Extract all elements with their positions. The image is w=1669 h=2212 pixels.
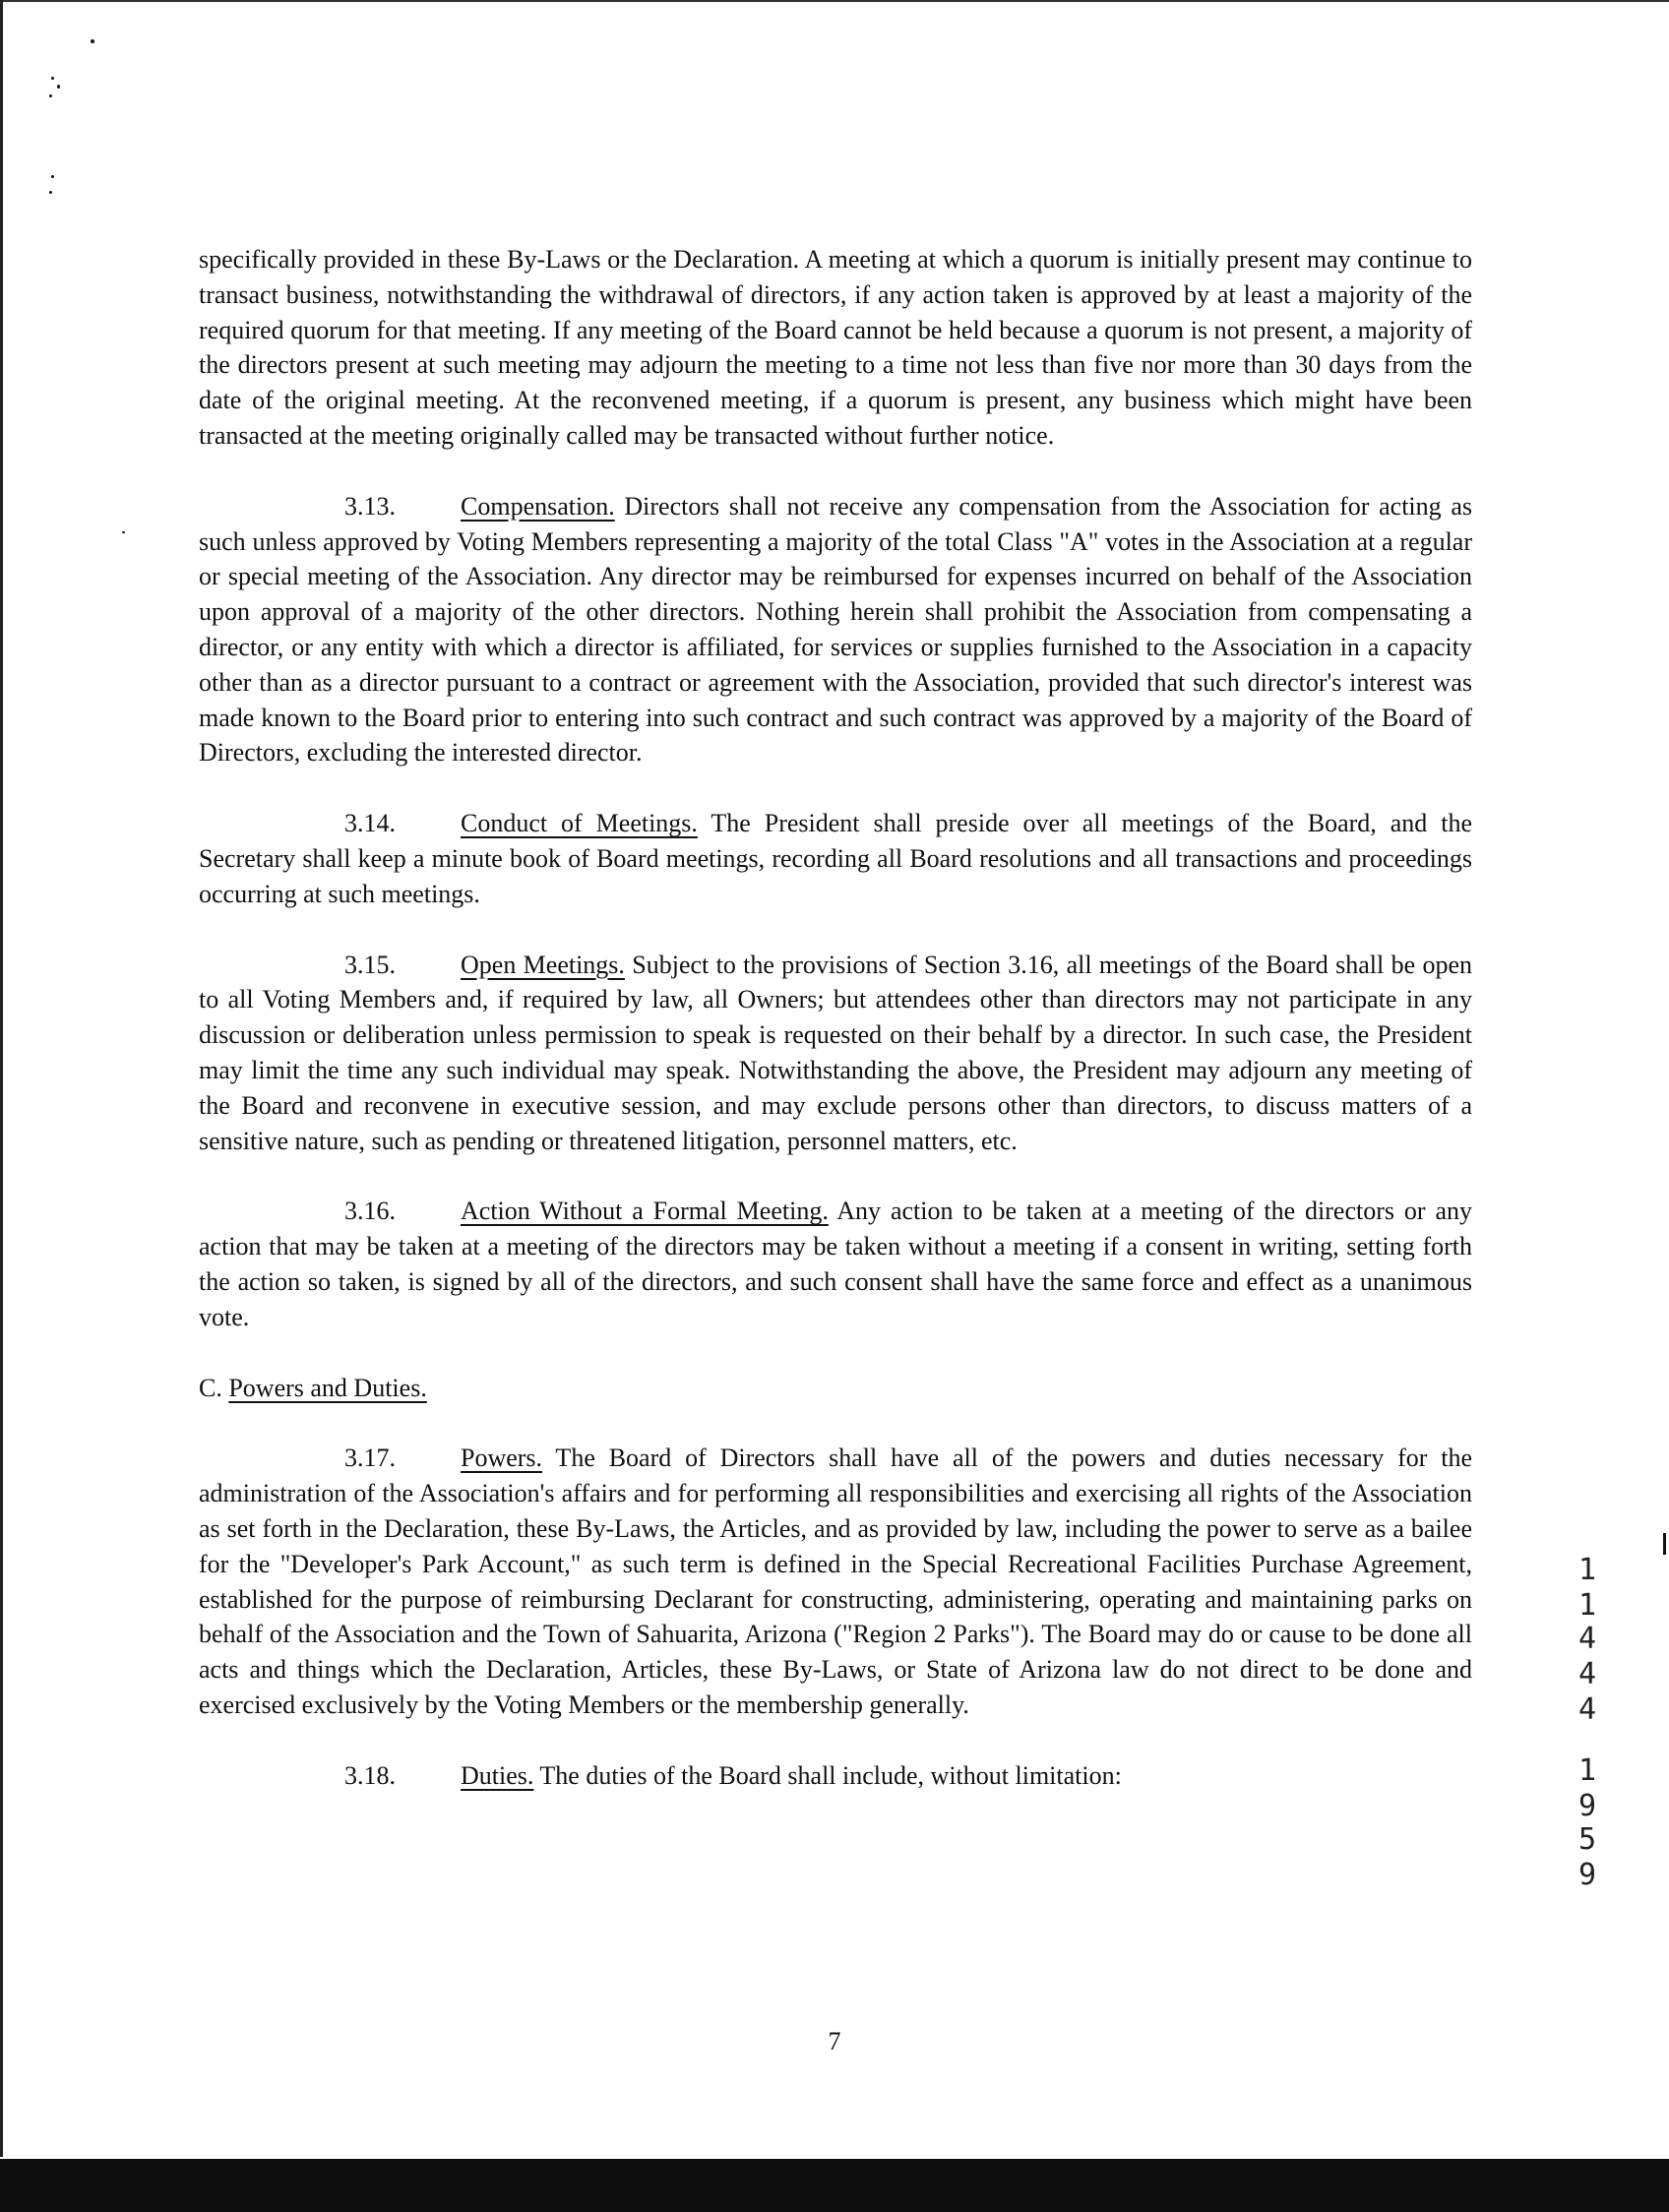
section-title: Action Without a Formal Meeting. [461,1197,829,1226]
scan-speck [91,39,94,43]
scan-speck [51,77,54,80]
margin-stamp-digit: 1 [1577,1553,1597,1587]
section-number: 3.17. [344,1444,396,1473]
page-top-edge [0,0,1669,2]
margin-stamp-digit: 1 [1577,1753,1597,1788]
margin-stamp-digit: 9 [1577,1858,1597,1892]
margin-stamp-digit: 9 [1577,1789,1597,1823]
section-text: Directors shall not receive any compensation from the Association for acting as such unless approved by Voting Members representing a majority of the total Class "A" votes in the Association at a regular or special meeting of the Association. Any director may be reimbursed for expenses incurred on behalf of the Association upon approval of a majority of the other directors. Nothing herein shall prohibit the Association from compensating a director, or any entity with which a director is affiliated, for services or supplies furnished to the Association in a capacity other than as a director pursuant to a contract or agreement with the Association, provided that such director's interest was made known to the Board prior to entering into such contract and such contract was approved by a majority of the Board of Directors, excluding the interested director. [199,491,1472,768]
section-3-16 [199,1194,1472,1334]
section-title: Duties. [461,1760,534,1790]
heading-title: Powers and Duties. [228,1373,427,1402]
scan-speck [51,175,54,178]
margin-stamp-digit: 4 [1577,1622,1597,1656]
scan-speck [1663,1533,1666,1555]
section-text: The President shall preside over all meetings of the Board, and the Secretary shall keep a minute book of Board meetings, recording all Board resolutions and all transactions and proceedings occurring at such meetings. [199,809,1472,908]
scan-speck [49,191,52,194]
section-number: 3.18. [344,1760,396,1790]
section-text: The duties of the Board shall include, without limitation: [533,1760,1122,1790]
section-text: Subject to the provisions of Section 3.16, all meetings of the Board shall be open to all Voting Members and, if required by law, all Owners; but attendees other than directors may not participate in any discussion or deliberation unless permission to speak is requested on their behalf by a director. In such case, the President may limit the time any such individual may speak. Notwithstanding the above, the President may adjourn any meeting of the Board and reconvene in executive session, and may exclude persons other than directors, to discuss matters of a sensitive nature, such as pending or threatened litigation, personnel matters, etc. [199,950,1472,1155]
section-3-15 [199,948,1472,1159]
scan-speck [49,94,52,97]
paragraph-continued: specifically provided in these By-Laws or the Declaration. A meeting at which a quorum is initially present may continue to transact business, notwithstanding the withdrawal of directors, if any action taken is approved by at least a majority of the required quorum for that meeting. If any meeting of the Board cannot be held because a quorum is not present, a majority of the directors present at such meeting may adjourn the meeting to a time not less than five nor more than 30 days from the date of the original meeting. At the reconvened meeting, if a quorum is present, any business which might have been transacted at the meeting originally called may be transacted without further notice. [199,245,1472,450]
scan-speck [122,531,125,533]
margin-stamp-digit: 4 [1577,1657,1597,1691]
scan-bottom-bar [0,2159,1669,2212]
section-number: 3.13. [344,491,396,521]
margin-stamp-digit: 5 [1577,1822,1597,1857]
section-number: 3.16. [344,1197,396,1226]
section-title: Compensation. [461,491,615,521]
section-title: Open Meetings. [461,950,625,979]
section-3-18 [199,1758,1472,1794]
page-left-edge [0,0,3,2157]
margin-stamp-digit: 4 [1577,1692,1597,1727]
section-text: The Board of Directors shall have all of the powers and duties necessary for the administration of the Association's affairs and for performing all responsibilities and exercising all rights of the Association as set forth in the Declaration, these By-Laws, the Articles, and as provided by law, including the power to serve as a bailee for the "Developer's Park Account," as such term is defined in the Special Recreational Facilities Purchase Agreement, established for the purpose of reimbursing Declarant for constructing, administering, operating and maintaining parks on behalf of the Association and the Town of Sahuarita, Arizona ("Region 2 Parks"). The Board may do or cause to be done all acts and things which the Declaration, Articles, these By-Laws, or State of Arizona law do not direct to be done and exercised exclusively by the Voting Members or the membership generally. [199,1444,1472,1719]
margin-stamp-digit: 1 [1577,1588,1597,1623]
section-number: 3.15. [344,950,396,979]
section-number: 3.14. [344,809,396,838]
section-3-17 [199,1441,1472,1722]
section-3-13 [199,489,1472,770]
heading-letter: C. [199,1373,222,1402]
section-title: Powers. [461,1444,543,1473]
section-3-14 [199,806,1472,911]
scan-speck [57,85,60,89]
document-body [199,242,1472,1828]
section-title: Conduct of Meetings. [461,809,698,838]
page-number: 7 [828,2027,841,2056]
section-text: Any action to be taken at a meeting of the directors or any action that may be taken at a meeting of the directors may be taken without a meeting if a consent in writing, setting forth the action so taken, is signed by all of the directors, and such consent shall have the same force and effect as a unanimous vote. [199,1197,1472,1331]
heading-powers-and-duties [199,1371,1472,1406]
